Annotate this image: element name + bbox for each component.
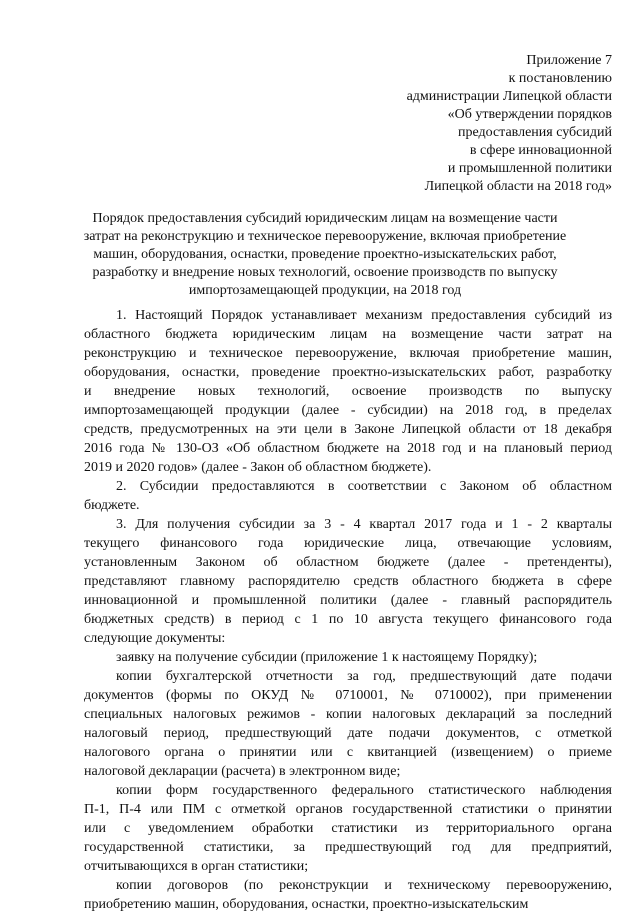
document-title [60, 210, 590, 300]
paragraph-line: реконструкцию и техническое перевооружение, включая приобретение машин, [84, 346, 612, 361]
paragraph [84, 648, 612, 667]
paragraph-line: или с уведомлением обработки статистики из территориального органа [84, 821, 612, 836]
paragraph-line: средств, предусмотренных на эти цели в Законе Липецкой области от 18 декабря [84, 422, 612, 437]
paragraph-line: и внедрение новых технологий, освоение производств по выпуску [84, 384, 612, 399]
appendix-line: предоставления субсидий [457, 125, 612, 140]
paragraph [84, 477, 612, 515]
paragraph-line: налогового органа о принятии или с квитанцией (извещением) о приеме [84, 745, 612, 760]
title-line: импортозамещающей продукции, на 2018 год [188, 283, 462, 298]
paragraph-line: 2. Субсидии предоставляются в соответствии с Законом об областном [116, 479, 612, 494]
paragraph-line: импортозамещающей продукции (далее - субсидии) на 2018 год, в пределах [84, 403, 612, 418]
title-line: затрат на реконструкцию и техническое перевооружение, включая приобретение [83, 229, 567, 244]
paragraph-line: установленным Законом об областном бюджете (далее - претенденты), [84, 555, 612, 570]
paragraph [84, 781, 612, 876]
paragraph-line: текущего финансового года юридические лица, отвечающие условиям, [84, 536, 612, 551]
paragraph [84, 306, 612, 477]
appendix-line: и промышленной политики [447, 161, 612, 176]
paragraph-line: государственной статистики, за предшествующий год для предприятий, [84, 840, 612, 855]
paragraph-line: инновационной и промышленной политики (далее - главный распорядитель [84, 593, 612, 608]
appendix-line: администрации Липецкой области [406, 89, 612, 104]
paragraph [84, 876, 612, 914]
paragraph-line: копии договоров (по реконструкции и техническому перевооружению, [116, 878, 612, 893]
paragraph-line: специальных налоговых режимов - копии налоговых деклараций за последний [84, 707, 612, 722]
paragraph-line: 1. Настоящий Порядок устанавливает механизм предоставления субсидий из [116, 308, 612, 323]
appendix-line: «Об утверждении порядков [447, 107, 612, 122]
paragraph-line: документов (формы по ОКУД № 0710001, № 0710002), при применении [84, 688, 612, 703]
paragraph-line: приобретению машин, оборудования, оснастки, проектно-изыскательским [84, 897, 529, 912]
appendix-line: Липецкой области на 2018 год» [424, 179, 612, 194]
appendix-line: в сфере инновационной [469, 143, 612, 158]
paragraph-line: отчитывающихся в орган статистики; [84, 859, 309, 874]
document-body [84, 306, 612, 914]
paragraph-line: налоговый период, предшествующий дате подачи документов, с отметкой [84, 726, 612, 741]
appendix-header [312, 52, 612, 196]
appendix-line: Приложение 7 [526, 53, 612, 68]
paragraph-line: областного бюджета юридическим лицам на возмещение части затрат на [84, 327, 612, 342]
appendix-line: к постановлению [508, 71, 612, 86]
paragraph-line: налоговой декларации (расчета) в электронном виде; [84, 764, 401, 779]
paragraph-line: бюджете. [84, 498, 140, 513]
paragraph-line: 2019 и 2020 годов» (далее - Закон об областном бюджете). [84, 460, 432, 475]
paragraph-line: оборудования, оснастки, проведение проектно-изыскательских работ, разработку [84, 365, 612, 380]
title-line: Порядок предоставления субсидий юридическим лицам на возмещение части [92, 211, 558, 226]
paragraph-line: 2016 года № 130-ОЗ «Об областном бюджете на 2018 год и на плановый период [84, 441, 612, 456]
paragraph-line: представляют главному распорядителю средств областного бюджета в сфере [84, 574, 612, 589]
paragraph-line: бюджетных средств) в период с 1 по 10 августа текущего финансового года [84, 612, 612, 627]
paragraph-line: 3. Для получения субсидии за 3 - 4 квартал 2017 года и 1 - 2 кварталы [116, 517, 612, 532]
title-line: машин, оборудования, оснастки, проведение проектно-изыскательских работ, [93, 247, 557, 262]
paragraph-line: заявку на получение субсидии (приложение 1 к настоящему Порядку); [116, 650, 538, 665]
paragraph [84, 667, 612, 781]
paragraph [84, 515, 612, 648]
paragraph-line: П-1, П-4 или ПМ с отметкой органов государственной статистики о принятии [84, 802, 612, 817]
paragraph-line: копии бухгалтерской отчетности за год, предшествующий дате подачи [116, 669, 612, 684]
paragraph-line: копии форм государственного федерального статистического наблюдения [116, 783, 612, 798]
paragraph-line: следующие документы: [84, 631, 226, 646]
title-line: разработку и внедрение новых технологий, освоение производств по выпуску [92, 265, 558, 280]
